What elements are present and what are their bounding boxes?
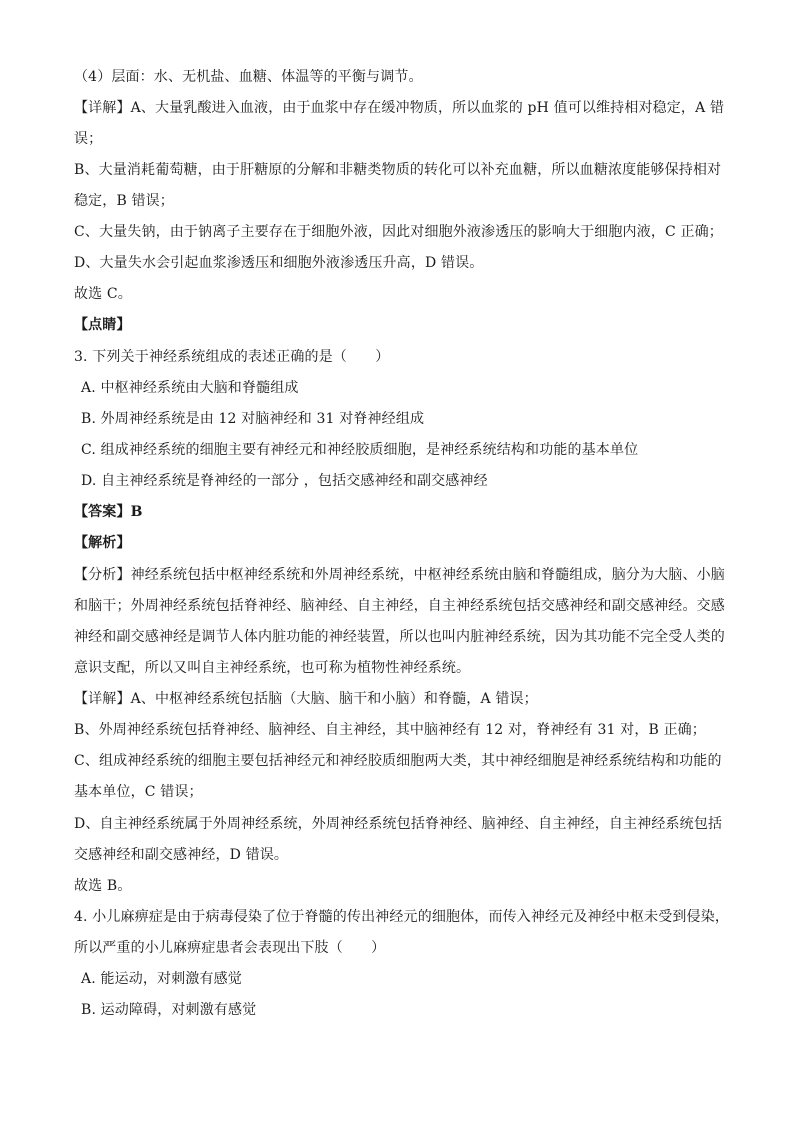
text-line-detail-b: B、大量消耗葡萄糖，由于肝糖原的分解和非糖类物质的转化可以补充血糖，所以血糖浓度能够保持相对: [74, 162, 722, 178]
detail-line-a: 【详解】A、中枢神经系统包括脑（大脑、脑干和小脑）和脊髓，A 错误；: [74, 691, 538, 707]
question-3-option-a: A. 中枢神经系统由大脑和脊髓组成: [81, 380, 299, 396]
question-3-option-d: D. 自主神经系统是脊神经的一部分 ，包括交感神经和副交感神经: [81, 473, 488, 489]
question-3-option-b: B. 外周神经系统是由 12 对脑神经和 31 对脊神经组成: [81, 411, 425, 427]
answer-choice-line: 故选 C。: [74, 286, 132, 302]
question-4-option-b: B. 运动障碍，对刺激有感觉: [81, 1002, 257, 1018]
detail-line-b: B、外周神经系统包括脊神经、脑神经、自主神经，其中脑神经有 12 对，脊神经有 31 对，B 正确；: [74, 722, 706, 738]
analysis-line-4: 意识支配，所以又叫自主神经系统，也可称为植物性神经系统。: [74, 660, 471, 676]
question-4-stem: 4. 小儿麻痹症是由于病毒侵染了位于脊髓的传出神经元的细胞体，而传入神经元及神经中枢未受到侵染，: [74, 909, 730, 925]
text-line-detail-c: C、大量失钠，由于钠离子主要存在于细胞外液，因此对细胞外液渗透压的影响大于细胞内液，C 正确；: [74, 224, 723, 240]
question-4-option-a: A. 能运动，对刺激有感觉: [81, 971, 242, 987]
detail-line-c: C、组成神经系统的细胞主要包括神经元和神经胶质细胞两大类，其中神经细胞是神经系统结构和功能的: [74, 753, 722, 769]
analysis-line-2: 和脑干；外周神经系统包括脊神经、脑神经、自主神经，自主神经系统包括交感神经和副交感神经。交感: [74, 598, 725, 614]
text-line-detail-d: D、大量失水会引起血浆渗透压和细胞外液渗透压升高，D 错误。: [74, 255, 484, 271]
text-line-detail-b-cont: 稳定，B 错误；: [74, 193, 174, 209]
analysis-heading: 【解析】: [74, 535, 131, 551]
analysis-line-1: 【分析】神经系统包括中枢神经系统和外周神经系统，中枢神经系统由脑和脊髓组成，脑分为大脑、小脑: [74, 567, 725, 583]
detail-line-c-cont: 基本单位，C 错误；: [74, 784, 203, 800]
detail-line-d: D、自主神经系统属于外周神经系统，外周神经系统包括脊神经、脑神经、自主神经，自主神经系统包括: [74, 816, 723, 832]
detail-line-d-cont: 交感神经和副交感神经，D 错误。: [74, 847, 289, 863]
text-line-layer-item: （4）层面：水、无机盐、血糖、体温等的平衡与调节。: [74, 69, 423, 85]
answer-heading: 【答案】B: [74, 504, 143, 520]
section-heading-remark: 【点睛】: [74, 317, 131, 333]
text-line-detail-a: 【详解】A、大量乳酸进入血液，由于血浆中存在缓冲物质，所以血浆的 pH 值可以维持相对稳定，A 错: [74, 100, 725, 116]
analysis-line-3: 神经和副交感神经是调节人体内脏功能的神经装置，所以也叫内脏神经系统，因为其功能不完全受人类的: [74, 629, 725, 645]
question-4-stem-cont: 所以严重的小儿麻痹症患者会表现出下肢（ ）: [74, 940, 386, 956]
question-3-stem: 3. 下列关于神经系统组成的表述正确的是（ ）: [74, 349, 390, 365]
answer-choice-line-2: 故选 B。: [74, 878, 132, 894]
question-3-option-c: C. 组成神经系统的细胞主要有神经元和神经胶质细胞，是神经系统结构和功能的基本单位: [81, 442, 639, 458]
text-line-detail-a-cont: 误；: [74, 131, 103, 147]
